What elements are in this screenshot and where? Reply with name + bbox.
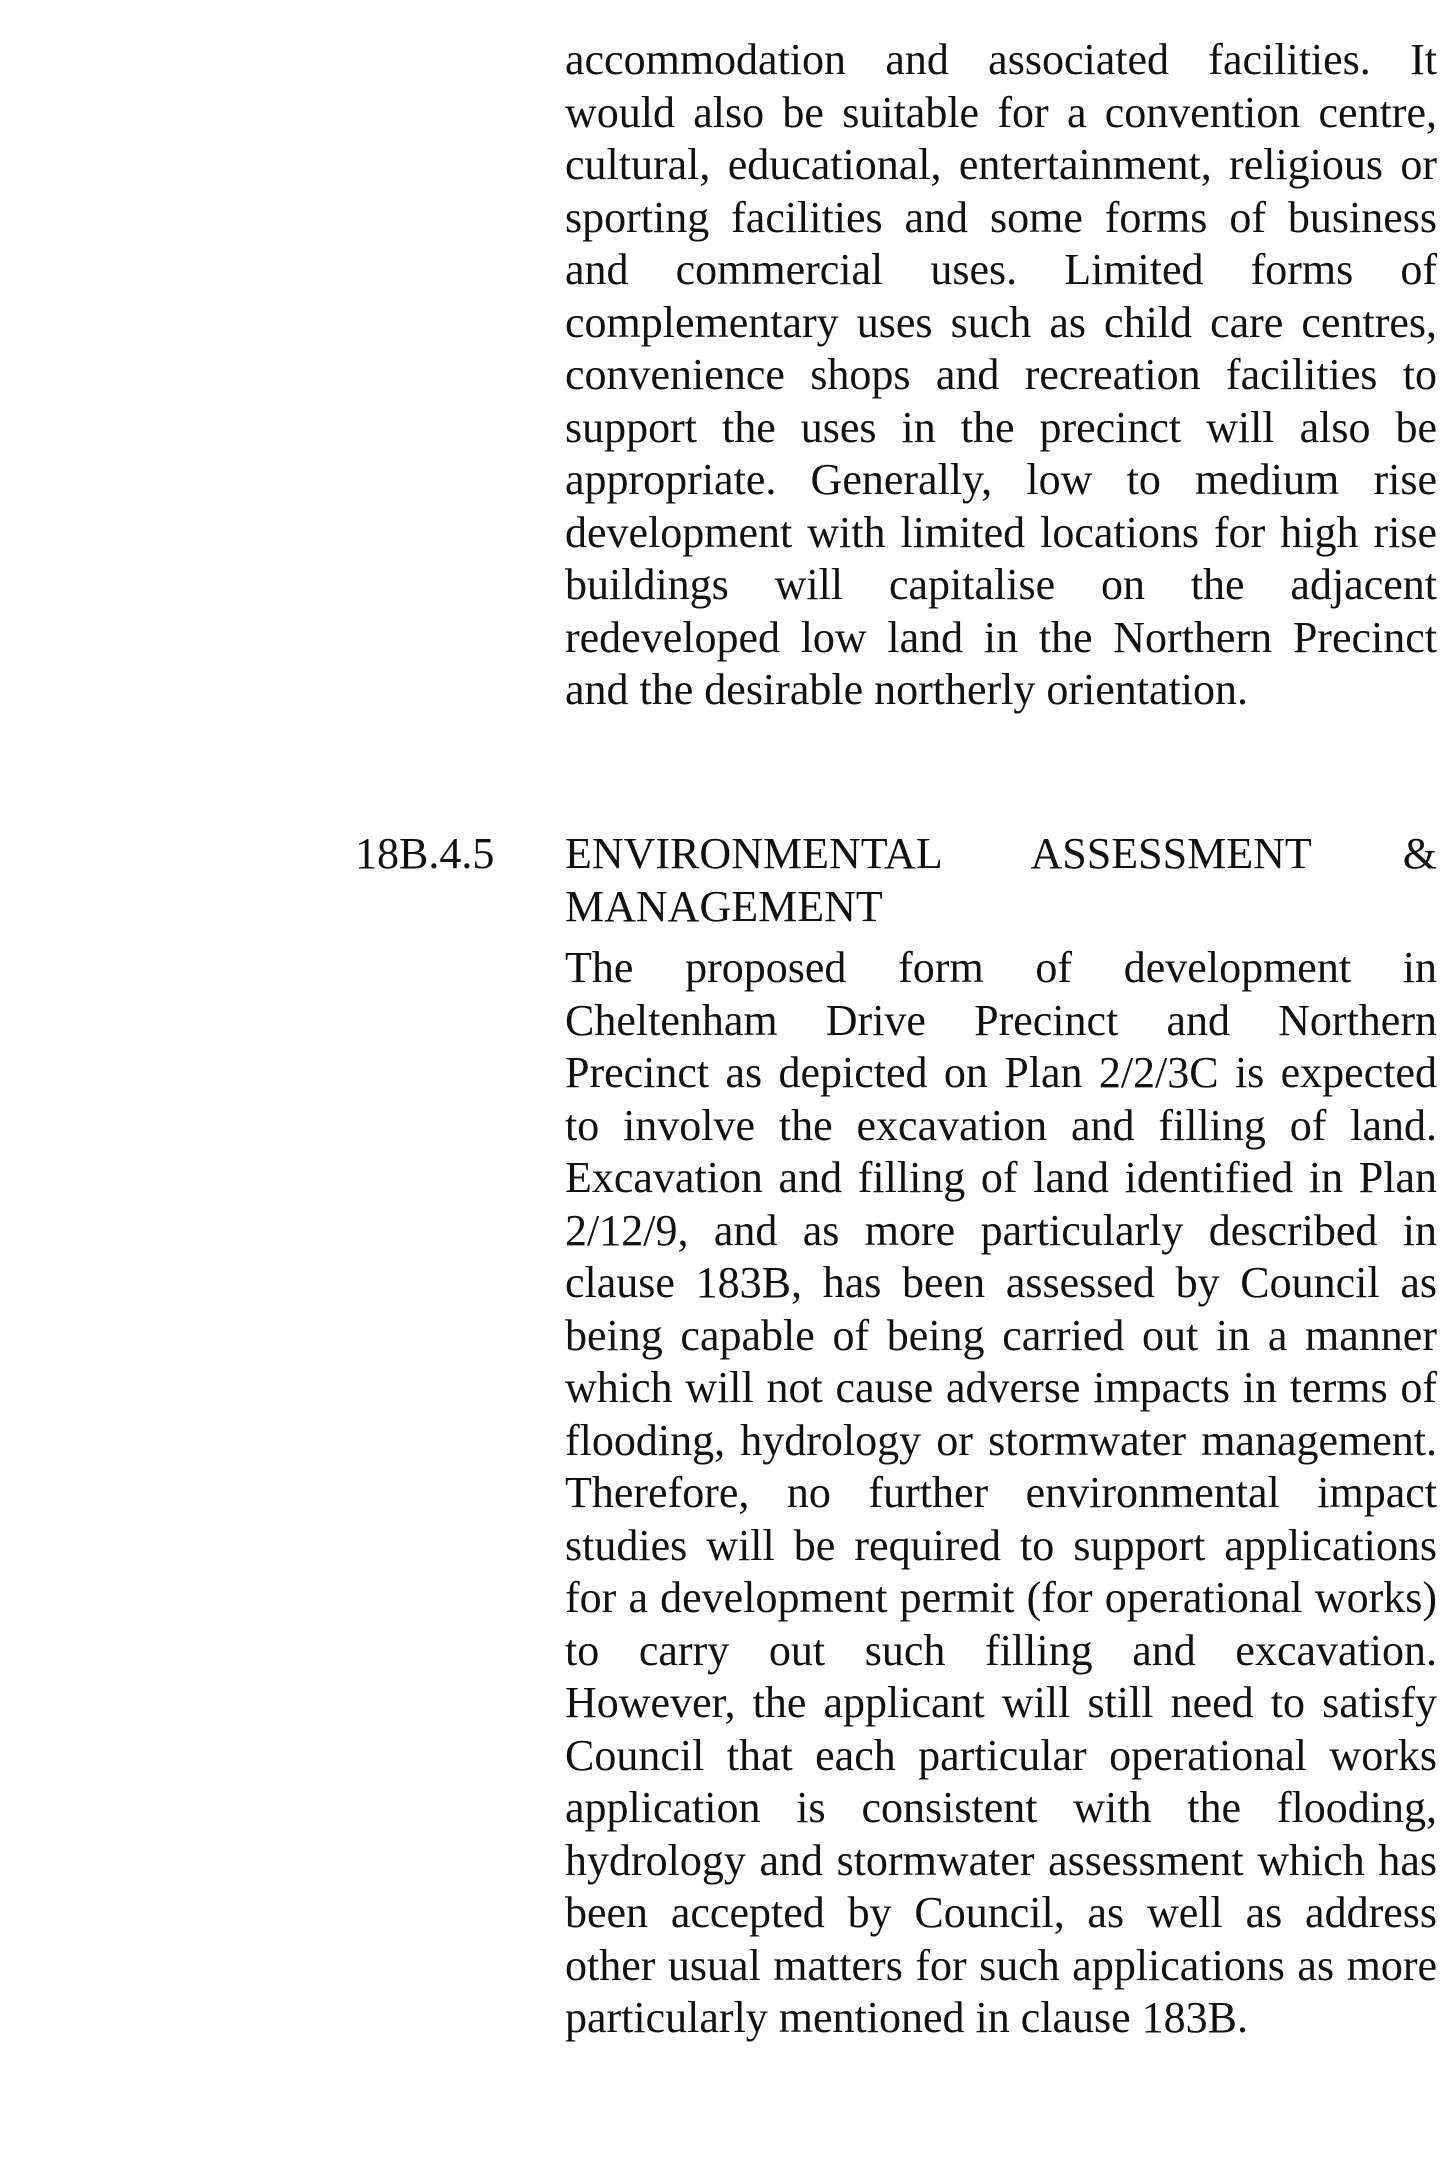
section-body-paragraph: The proposed form of development in Cheltenham Drive Precinct and Northern Precinct as depicted on Plan 2/2/3C is expected to involve the excavation and filling of land. Excavation and filling of land identified in Plan 2/12/9, and as more particularly described in clause 183B, has been assessed by Council as being capable of being carried out in a manner which will not cause adverse impacts in terms of flooding, hydrology or stormwater management. Therefore, no further environmental impact studies will be required to support applications for a development permit (for operational works) to carry out such filling and excavation. However, the applicant will still need to satisfy Council that each particular operational works application is consistent with the flooding, hydrology and stormwater assessment which has been accepted by Council, as well as address other usual matters for such applications as more particularly mentioned in clause 183B. xyxy=(565,943,1437,2042)
intro-paragraph: accommodation and associated facilities. It would also be suitable for a convention centre, cultural, educational, entertainment, religious or sporting facilities and some forms of business and commercial uses. Limited forms of complementary uses such as child care centres, convenience shops and recreation facilities to support the uses in the precinct will also be appropriate. Generally, low to medium rise development with limited locations for high rise buildings will capitalise on the adjacent redeveloped low land in the Northern Precinct and the desirable northerly orientation. xyxy=(565,35,1437,714)
section-heading-line-1: ENVIRONMENTAL ASSESSMENT & xyxy=(565,829,1437,878)
section-heading-line-2: MANAGEMENT xyxy=(565,881,883,931)
section-heading xyxy=(565,828,1437,933)
section-number: 18B.4.5 xyxy=(355,829,495,878)
